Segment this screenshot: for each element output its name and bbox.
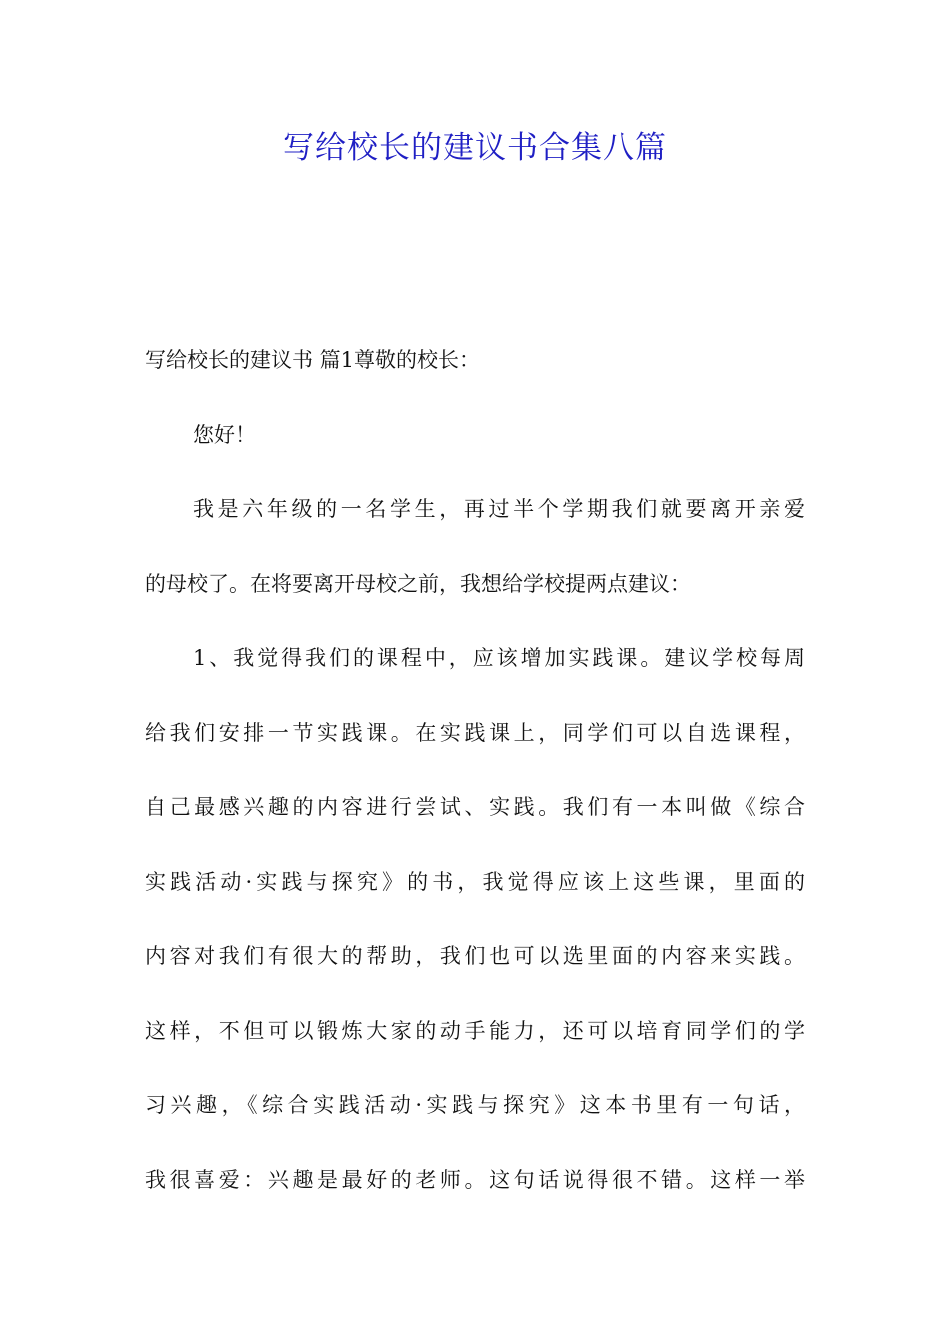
paragraph-line: 实践活动·实践与探究》的书，我觉得应该上这些课，里面的 (145, 869, 805, 894)
paragraph-line: 内容对我们有很大的帮助，我们也可以选里面的内容来实践。 (145, 944, 805, 968)
paragraph-line: 1、我觉得我们的课程中，应该增加实践课。建议学校每周 (193, 646, 805, 670)
paragraph-line: 我很喜爱：兴趣是最好的老师。这句话说得很不错。这样一举 (145, 1167, 805, 1192)
paragraph-line: 的母校了。在将要离开母校之前，我想给学校提两点建议： (145, 571, 691, 596)
document-title: 写给校长的建议书合集八篇 (283, 130, 667, 166)
paragraph-line: 您好！ (193, 422, 256, 447)
paragraph-line: 习兴趣，《综合实践活动·实践与探究》这本书里有一句话， (145, 1093, 805, 1117)
paragraph-line: 我是六年级的一名学生，再过半个学期我们就要离开亲爱 (193, 497, 805, 521)
paragraph-line: 给我们安排一节实践课。在实践课上，同学们可以自选课程， (145, 720, 805, 745)
paragraph-line: 写给校长的建议书 篇1尊敬的校长： (145, 348, 481, 372)
document-body (145, 340, 805, 1234)
paragraph-line: 这样，不但可以锻炼大家的动手能力，还可以培育同学们的学 (145, 1018, 805, 1043)
paragraph-line: 自己最感兴趣的内容进行尝试、实践。我们有一本叫做《综合 (145, 795, 805, 819)
